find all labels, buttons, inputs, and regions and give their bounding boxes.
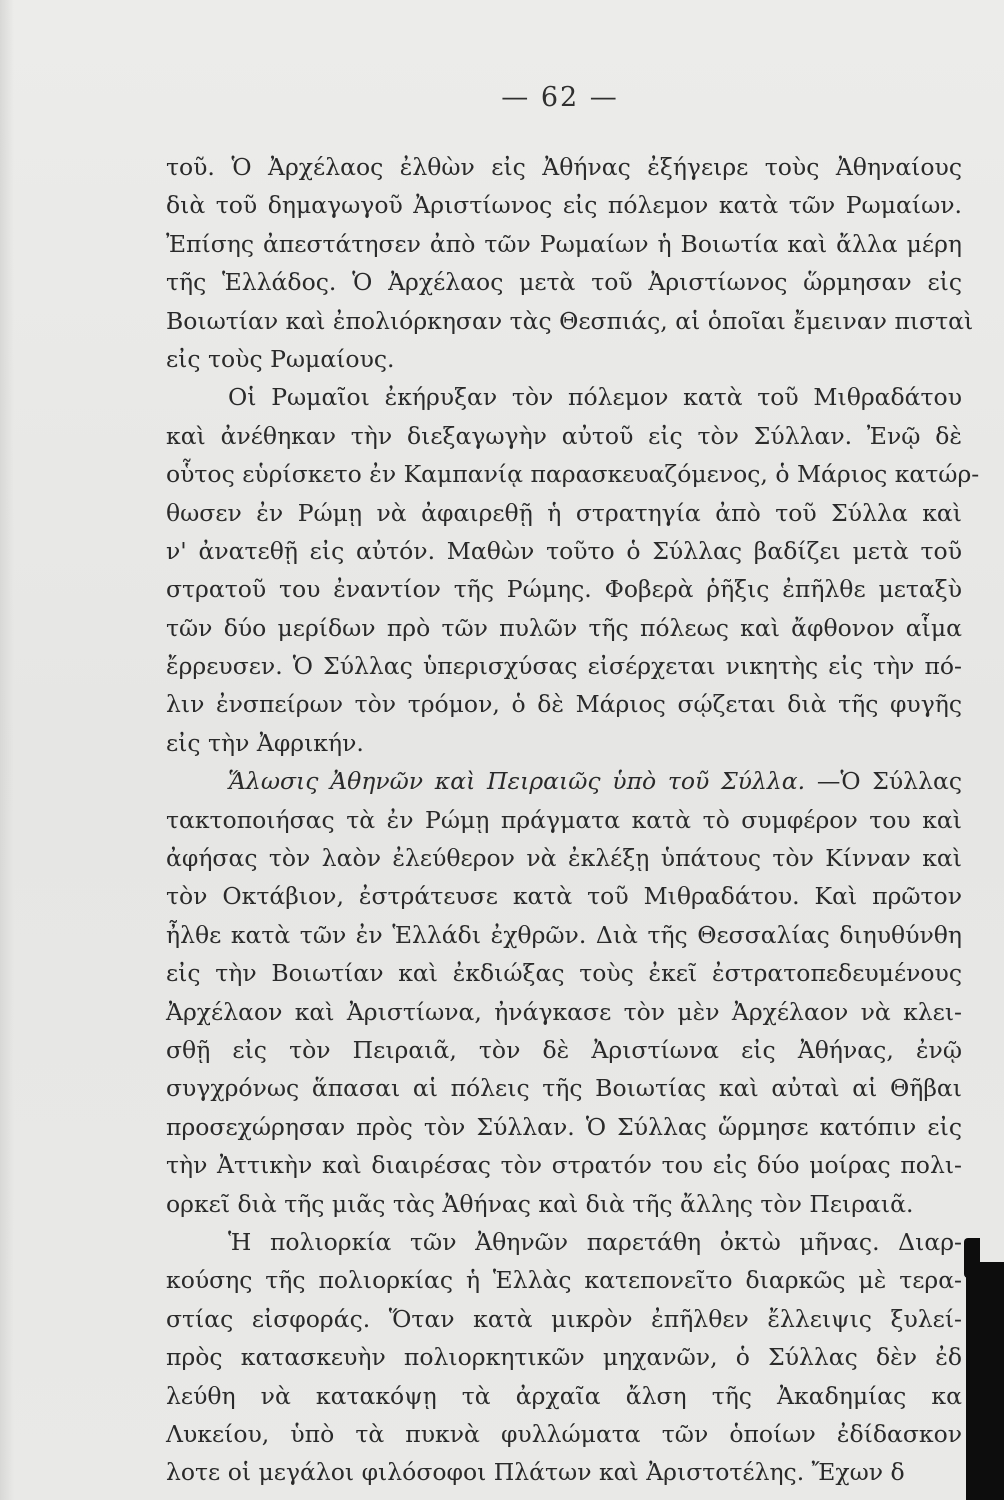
text-line: λεύθη νὰ κατακόψῃ τὰ ἀρχαῖα ἄλση τῆς Ἀκαδημίας κα — [166, 1381, 962, 1410]
text-line: τῆς Ἑλλάδος. Ὁ Ἀρχέλαος μετὰ τοῦ Ἀριστίωνος ὥρμησαν εἰς — [166, 268, 962, 297]
text-line: ἔρρευσεν. Ὁ Σύλλας ὑπερισχύσας εἰσέρχεται νικητὴς εἰς τὴν πό- — [166, 652, 962, 681]
text-line: Ἀρχέλαον καὶ Ἀριστίωνα, ἠνάγκασε τὸν μὲν Ἀρχέλαον νὰ κλει- — [166, 997, 962, 1026]
section-heading-line — [166, 762, 962, 800]
text-line: στρατοῦ του ἐναντίον τῆς Ρώμης. Φοβερὰ ῥῆξις ἐπῆλθε μεταξὺ — [166, 575, 962, 604]
text-line: ἀφήσας τὸν λαὸν ἐλεύθερον νὰ ἐκλέξῃ ὑπάτους τὸν Κίνναν καὶ — [166, 844, 962, 873]
text-line: λοτε οἱ μεγάλοι φιλόσοφοι Πλάτων καὶ Ἀριστοτέλης. Ἔχων δ — [166, 1458, 905, 1487]
text-line: εἰς τὴν Βοιωτίαν καὶ ἐκδιώξας τοὺς ἐκεῖ ἐστρατοπεδευμένους — [166, 959, 962, 988]
page-number: — 62 — — [501, 82, 619, 113]
text-line: λιν ἐνσπείρων τὸν τρόμον, ὁ δὲ Μάριος σῴζεται διὰ τῆς φυγῆς — [166, 690, 962, 719]
text-line: τακτοποιήσας τὰ ἐν Ρώμῃ πράγματα κατὰ τὸ συμφέρον του καὶ — [166, 805, 962, 834]
text-line: εἰς τὴν Ἀφρικήν. — [166, 728, 364, 757]
text-line: θωσεν ἐν Ρώμῃ νὰ ἀφαιρεθῇ ἡ στρατηγία ἀπὸ τοῦ Σύλλα καὶ — [166, 498, 962, 527]
text-line: πρὸς κατασκευὴν πολιορκητικῶν μηχανῶν, ὁ Σύλλας δὲν ἐδ — [166, 1343, 962, 1372]
scan-edge-shadow — [966, 1262, 1004, 1500]
text-line: Ἐπίσης ἀπεστάτησεν ἀπὸ τῶν Ρωμαίων ἡ Βοιωτία καὶ ἄλλα μέρη — [166, 229, 962, 258]
text-line: κούσης τῆς πολιορκίας ἡ Ἑλλὰς κατεπονεῖτο διαρκῶς μὲ τερα- — [166, 1266, 962, 1295]
text-line: εἰς τοὺς Ρωμαίους. — [166, 344, 395, 373]
text-line: προσεχώρησαν πρὸς τὸν Σύλλαν. Ὁ Σύλλας ὥρμησε κατόπιν εἰς — [166, 1112, 962, 1141]
text-line: ν' ἀνατεθῇ εἰς αὐτόν. Μαθὼν τοῦτο ὁ Σύλλας βαδίζει μετὰ τοῦ — [166, 536, 962, 565]
text-line: Λυκείου, ὑπὸ τὰ πυκνὰ φυλλώματα τῶν ὁποίων ἐδίδασκον — [166, 1419, 962, 1448]
text-line: τῶν δύο μερίδων πρὸ τῶν πυλῶν τῆς πόλεως καὶ ἄφθονον αἷμα — [166, 613, 962, 642]
text-line: Οἱ Ρωμαῖοι ἐκήρυξαν τὸν πόλεμον κατὰ τοῦ Μιθραδάτου — [228, 383, 962, 412]
text-line: καὶ ἀνέθηκαν τὴν διεξαγωγὴν αὐτοῦ εἰς τὸν Σύλλαν. Ἐνῷ δὲ — [166, 421, 962, 450]
text-line: ορκεῖ διὰ τῆς μιᾶς τὰς Ἀθήνας καὶ διὰ τῆς ἄλλης τὸν Πειραιᾶ. — [166, 1189, 914, 1218]
text-line: τοῦ. Ὁ Ἀρχέλαος ἐλθὼν εἰς Ἀθήνας ἐξήγειρε τοὺς Ἀθηναίους — [166, 153, 962, 181]
text-line: ἦλθε κατὰ τῶν ἐν Ἑλλάδι ἐχθρῶν. Διὰ τῆς Θεσσαλίας διηυθύνθη — [166, 920, 962, 949]
text-line: σθῇ εἰς τὸν Πειραιᾶ, τὸν δὲ Ἀριστίωνα εἰς Ἀθήνας, ἐνῷ — [166, 1035, 962, 1064]
body-text — [166, 148, 980, 1492]
text-line: Βοιωτίαν καὶ ἐπολιόρκησαν τὰς Θεσπιάς, αἱ ὁποῖαι ἔμειναν πισταὶ — [166, 306, 974, 335]
text-line: στίας εἰσφοράς. Ὅταν κατὰ μικρὸν ἐπῆλθεν ἔλλειψις ξυλεί- — [166, 1304, 962, 1333]
text-line: συγχρόνως ἅπασαι αἱ πόλεις τῆς Βοιωτίας καὶ αὐταὶ αἱ Θῆβαι — [166, 1074, 962, 1103]
text-line: οὗτος εὑρίσκετο ἐν Καμπανίᾳ παρασκευαζόμενος, ὁ Μάριος κατώρ- — [166, 460, 980, 489]
text-line: τὸν Οκτάβιον, ἐστράτευσε κατὰ τοῦ Μιθραδάτου. Καὶ πρῶτον — [166, 882, 962, 911]
section-heading: Ἅλωσις Ἀθηνῶν καὶ Πειραιῶς ὑπὸ τοῦ Σύλλα. — [228, 767, 806, 796]
heading-continuation: —Ὁ Σύλλας — [816, 767, 962, 796]
text-line: διὰ τοῦ δημαγωγοῦ Ἀριστίωνος εἰς πόλεμον κατὰ τῶν Ρωμαίων. — [166, 191, 962, 220]
page-gutter-shadow — [0, 0, 14, 1500]
text-line: Ἡ πολιορκία τῶν Ἀθηνῶν παρετάθη ὀκτὼ μῆνας. Διαρ- — [228, 1227, 962, 1256]
text-line: τὴν Ἀττικὴν καὶ διαιρέσας τὸν στρατόν του εἰς δύο μοίρας πολι- — [166, 1151, 962, 1180]
